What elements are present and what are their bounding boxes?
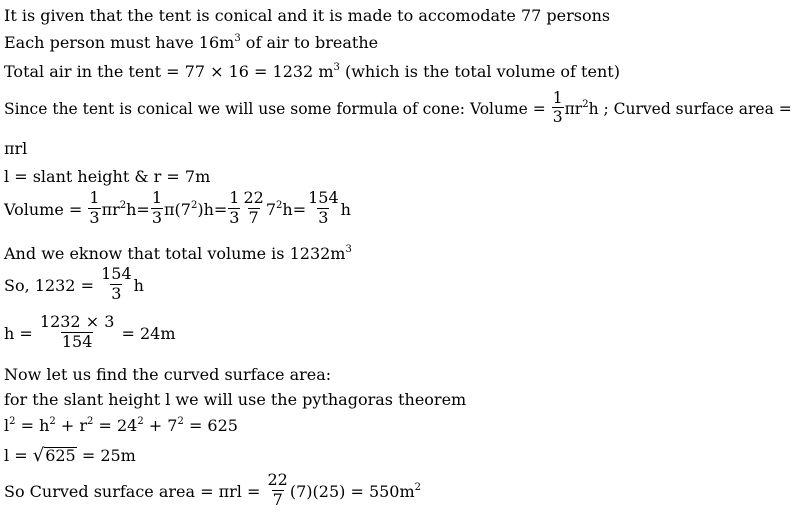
fraction-one-third: $\frac{1}{3}$ (552, 89, 563, 127)
line-so-1232: So, 1232 = $\frac{154}{3}$ h (4, 264, 144, 303)
fraction-154-over-3: $\frac{154}{3}$ (101, 264, 132, 303)
fraction-4: $\frac{22}{7}$ (243, 188, 264, 227)
line-csa-result: So Curved surface area = πrl = $\frac{22}{7}$ $(7)(25) = 550m^2$ (4, 470, 422, 509)
fraction-2: $\frac{1}{3}$ (151, 188, 163, 227)
line-air-per-person: Each person must have $16m^3$ of air to breathe (4, 33, 379, 52)
line-volume-expansion: Volume = $\frac{1}{3}$ $\pi r^2h=$ $\frac{1}{3}$ $\pi(7^2)h=$ $\frac{1}{3}$ $\frac{22}{7}$ $7^2h=$ $\frac{154}{3}$ h (4, 188, 351, 227)
fraction-1: $\frac{1}{3}$ (89, 188, 100, 227)
line-given-tent: It is given that the tent is conical and it is made to accomodate 77 persons (4, 6, 611, 25)
line-find-csa: Now let us find the curved surface area: (4, 365, 332, 384)
line-total-air: Total air in the tent = 77 × 16 = 1232 $m^3$ (which is the total volume of tent) (4, 62, 620, 81)
line-pythagoras: for the slant height l we will use the pythagoras theorem (4, 390, 467, 409)
fraction-5: $\frac{154}{3}$ (308, 188, 339, 227)
square-root: √ 625 (32, 445, 76, 466)
fraction-22-over-7: $\frac{22}{7}$ (267, 470, 288, 509)
line-total-volume: And we eknow that total volume is $1232m^3$ (4, 244, 352, 263)
line-cone-formula: Since the tent is conical we will use some formula of cone: Volume = $\frac{1}{3}$ $\pi r^2h$ ; Curved surface area = (4, 89, 792, 127)
fraction-h: $\frac{1232 \times 3}{154}$ (39, 312, 115, 351)
line-slant-height-def: l = slant height & r = 7m (4, 167, 211, 186)
line-h-value: h = $\frac{1232 \times 3}{154}$ = 24m (4, 312, 176, 351)
fraction-3: $\frac{1}{3}$ (229, 188, 240, 227)
line-l-value: l = √ 625 = 25m (4, 445, 136, 466)
line-l-squared: $l^2 = h^2 + r^2 = 24^2 + 7^2 = 625$ (4, 416, 238, 435)
line-pi-r-l: πrl (4, 139, 28, 158)
